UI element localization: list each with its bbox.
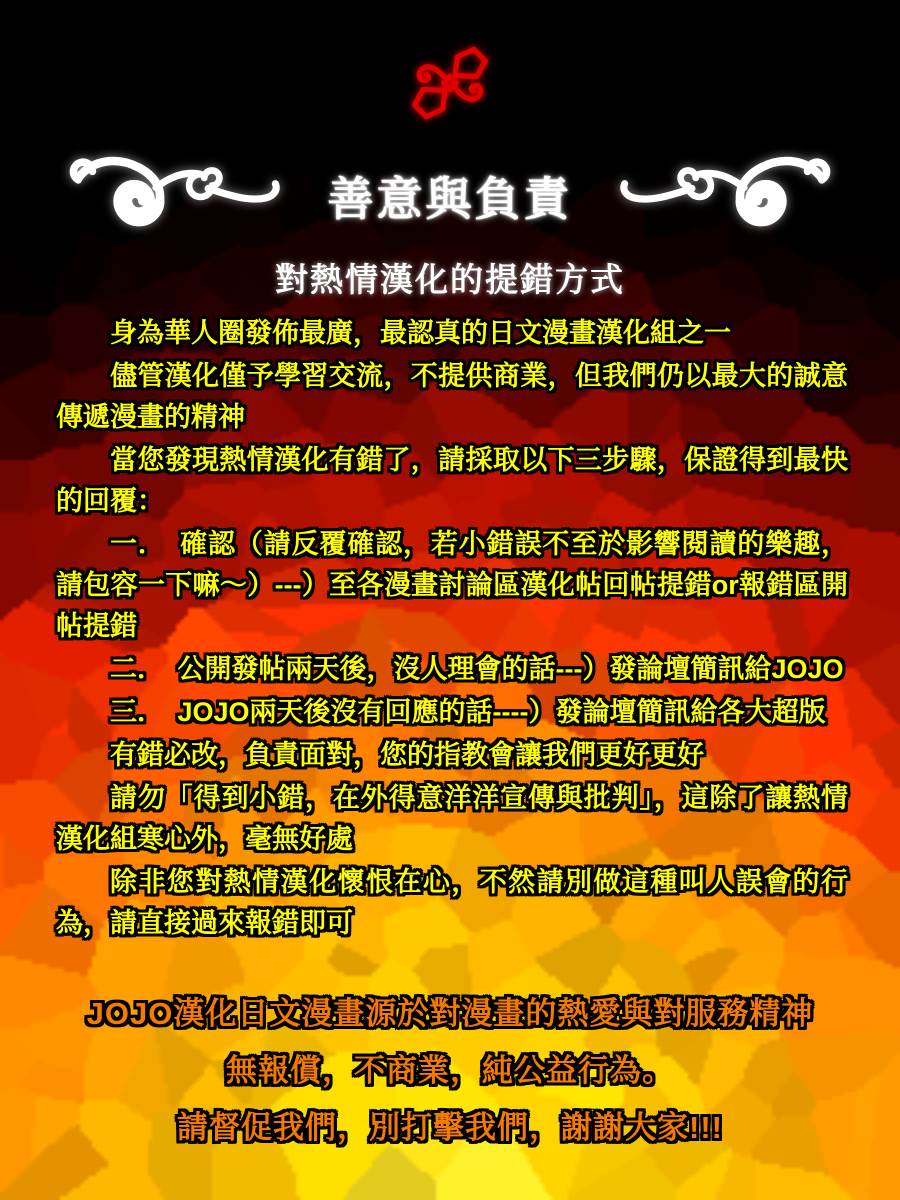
paragraph-intro: 身為華人圈發佈最廣，最認真的日文漫畫漢化組之一 (110, 318, 731, 348)
red-knot-icon (409, 42, 491, 124)
footer-line-thanks: 請督促我們，別打擊我們，謝謝大家!!! (177, 1110, 723, 1145)
step-3: 三． JOJO兩天後沒有回應的話----）發論壇簡訊給各大超版 (110, 697, 826, 727)
paragraph-closing: 除非您對熱情漢化懷恨在心，不然請別做這種叫人誤會的行為，請直接過來報錯即可 (56, 867, 848, 938)
page-title: 善意與負責 (327, 173, 573, 225)
page-subtitle: 對熱情漢化的提錯方式 (275, 261, 625, 298)
header (0, 148, 900, 301)
white-swirl-flourish-left-icon (64, 148, 282, 244)
white-swirl-flourish-right-icon (618, 148, 836, 244)
footer-line-noncommercial: 無報償，不商業，純公益行為。 (226, 1053, 674, 1088)
paragraph-purpose: 儘管漢化僅予學習交流，不提供商業，但我們仍以最大的誠意傳遞漫畫的精神 (56, 361, 848, 432)
paragraph-promise: 有錯必改，負責面對，您的指教會讓我們更好更好 (110, 740, 704, 770)
paragraph-warning: 請勿「得到小錯，在外得意洋洋宣傳與批判」，這除了讓熱情漢化組寒心外，毫無好處 (56, 783, 848, 854)
paragraph-steps-intro: 當您發現熱情漢化有錯了，請採取以下三步驟，保證得到最快的回覆： (56, 445, 848, 516)
step-1: 一． 確認（請反覆確認，若小錯誤不至於影響閱讀的樂趣，請包容一下嘛～）---）至各漫畫討論區漢化帖回帖提錯or報錯區開帖提錯 (56, 529, 848, 641)
footer-line-spirit: JOJO漢化日文漫畫源於對漫畫的熱愛與對服務精神 (86, 996, 814, 1031)
step-2: 二． 公開發帖兩天後，沒人理會的話---）發論壇簡訊給JOJO (110, 654, 844, 684)
footer (0, 997, 900, 1168)
notice-body (56, 313, 848, 946)
